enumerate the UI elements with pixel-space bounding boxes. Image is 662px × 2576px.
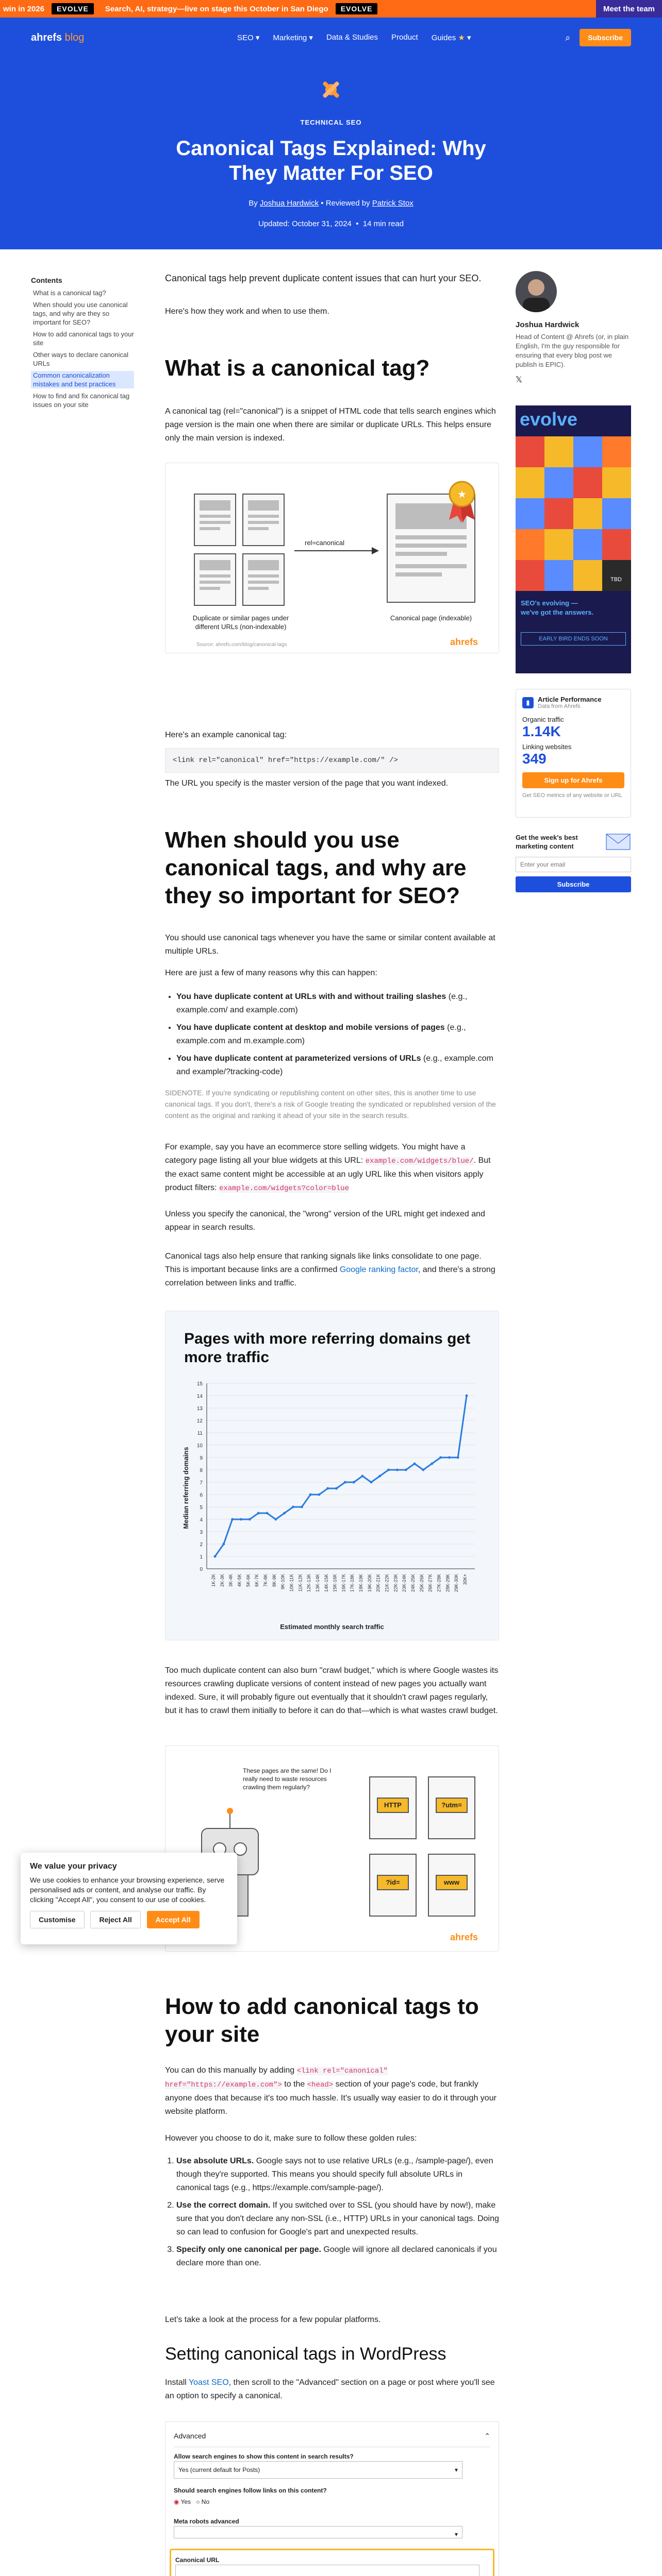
data-point bbox=[283, 1512, 286, 1515]
yoast-canonical-label: Canonical URL bbox=[175, 2556, 220, 2564]
perf-header bbox=[522, 696, 624, 709]
envelope-icon bbox=[605, 829, 631, 852]
nav-link-seo[interactable]: SEO ▾ bbox=[237, 33, 260, 42]
fig1-rel-label: rel=canonical bbox=[305, 539, 344, 547]
traffic-label: Organic traffic bbox=[522, 716, 564, 723]
y-tick-label: 6 bbox=[200, 1493, 203, 1498]
data-point bbox=[344, 1481, 346, 1484]
yoast-header-label: Advanced bbox=[174, 2432, 206, 2440]
series-line bbox=[215, 1396, 467, 1556]
radio-no-label: No bbox=[201, 2498, 210, 2505]
how-text-a: You can do this manually by adding bbox=[165, 2066, 297, 2075]
promo-banner[interactable] bbox=[0, 0, 662, 18]
nav-link-guides[interactable]: Guides ★ ▾ bbox=[431, 33, 471, 42]
right-sidebar bbox=[516, 271, 631, 892]
cookie-accept-button[interactable]: Accept All bbox=[147, 1911, 200, 1928]
robot-speech-bubble: These pages are the same! Do I really need to waste resources crawling them regularly? bbox=[243, 1767, 332, 1791]
banner-evolve-logo-2: EVOLVE bbox=[336, 3, 378, 14]
x-tick-label: 23K-24K bbox=[402, 1574, 407, 1592]
list-item bbox=[176, 1021, 499, 1048]
inline-code: example.com/widgets/blue/ bbox=[365, 1157, 474, 1165]
data-point bbox=[266, 1512, 268, 1515]
ad-badge: TBD bbox=[610, 577, 622, 583]
links-label: Linking websites bbox=[522, 743, 572, 751]
x-tick-label: 1K-2K bbox=[211, 1574, 216, 1587]
perf-sub: Data from Ahrefs bbox=[538, 703, 581, 709]
data-point bbox=[387, 1469, 390, 1471]
y-tick-label: 12 bbox=[196, 1418, 203, 1424]
rule-rest: Google will ignore all declared canonicals if you declare more than one. bbox=[176, 2245, 497, 2267]
nav-links bbox=[237, 33, 471, 42]
cookie-reject-button[interactable]: Reject All bbox=[90, 1911, 140, 1928]
yoast-q2: Should search engines follow links on this content? bbox=[174, 2487, 327, 2494]
data-point bbox=[361, 1475, 364, 1478]
wp-text-b: , then scroll to the "Advanced" section on a page or post where you'll see an option to specify a canonical. bbox=[165, 2378, 495, 2400]
signals-text-b: , and there's a strong correlation between links and traffic. bbox=[165, 1265, 495, 1287]
radio-no[interactable]: ○ bbox=[196, 2498, 200, 2505]
figure-traffic-chart bbox=[165, 1311, 499, 1640]
data-point bbox=[439, 1456, 442, 1459]
when-paragraph-2: Here are just a few of many reasons why this can happen: bbox=[165, 969, 377, 977]
list-item bbox=[176, 990, 499, 1017]
data-point bbox=[222, 1543, 225, 1546]
arrow-head bbox=[372, 547, 379, 554]
x-tick-label: 6K-7K bbox=[254, 1574, 260, 1587]
data-point bbox=[431, 1463, 433, 1465]
data-point bbox=[249, 1518, 251, 1521]
hero bbox=[0, 18, 662, 249]
inline-code: <head> bbox=[307, 2081, 334, 2089]
y-tick-label: 1 bbox=[200, 1554, 203, 1560]
x-tick-label: 3K-4K bbox=[228, 1574, 234, 1587]
y-tick-label: 0 bbox=[200, 1567, 203, 1572]
author-name[interactable]: Joshua Hardwick bbox=[516, 320, 580, 329]
toc-item[interactable]: What is a canonical tag? bbox=[33, 289, 106, 297]
top-nav bbox=[31, 32, 631, 44]
rule-bold: Use absolute URLs. bbox=[176, 2157, 254, 2165]
chevron-down-icon: ▾ bbox=[454, 2466, 458, 2473]
chart-xlabel: Estimated monthly search traffic bbox=[280, 1623, 384, 1631]
toc-item[interactable]: Other ways to declare canonical URLs bbox=[33, 351, 128, 367]
x-tick-label: 19K-20K bbox=[367, 1574, 372, 1592]
wp-paragraph bbox=[165, 2376, 499, 2403]
signup-button[interactable]: Sign up for Ahrefs bbox=[522, 772, 624, 788]
heading-what-is: What is a canonical tag? bbox=[165, 355, 430, 381]
y-tick-label: 4 bbox=[200, 1517, 203, 1523]
chevron-down-icon: ▾ bbox=[454, 2531, 458, 2538]
x-tick-label: 21K-22K bbox=[384, 1574, 390, 1592]
x-tick-label: 9K-10K bbox=[280, 1574, 286, 1590]
data-point bbox=[370, 1481, 372, 1484]
y-tick-label: 10 bbox=[196, 1443, 203, 1449]
x-tick-label: 25K-26K bbox=[419, 1574, 424, 1592]
ad-cta[interactable]: EARLY BIRD ENDS SOON bbox=[521, 632, 626, 646]
x-tick-label: 8K-9K bbox=[271, 1574, 277, 1587]
list-item bbox=[176, 1052, 499, 1079]
nav-link-label: Guides bbox=[431, 33, 456, 42]
list-item bbox=[176, 2199, 499, 2239]
nav-link-product[interactable]: Product bbox=[391, 33, 418, 42]
x-tick-label: 28K-29K bbox=[445, 1574, 451, 1592]
x-tick-label: 13K-14K bbox=[315, 1574, 320, 1592]
evolve-ad[interactable] bbox=[516, 405, 631, 673]
banner-evolve-logo: EVOLVE bbox=[52, 3, 94, 14]
rules-list bbox=[176, 2155, 499, 2274]
perf-title: Article Performance bbox=[538, 696, 602, 703]
updated-date: Updated: October 31, 2024 • 14 min read bbox=[258, 219, 404, 228]
yoast-meta-select[interactable] bbox=[174, 2526, 462, 2538]
newsletter-card bbox=[516, 833, 631, 892]
yoast-q2-options bbox=[174, 2495, 209, 2509]
fig3-brand: ahrefs bbox=[450, 1932, 478, 1942]
how-text-c: section of your page's code, but frankly anyone does that because it's too much hassle. It's usually way easier to do it through your website platform. bbox=[165, 2080, 496, 2116]
chevron-up-icon[interactable]: ⌃ bbox=[484, 2432, 490, 2440]
cookie-title: We value your privacy bbox=[30, 1862, 117, 1871]
nav-link-label: SEO bbox=[237, 33, 254, 42]
data-point bbox=[292, 1506, 294, 1509]
url-tag: ?utm= bbox=[436, 1798, 468, 1813]
x-tick-label: 11K-12K bbox=[297, 1574, 303, 1592]
author-link[interactable]: Joshua Hardwick bbox=[259, 199, 319, 208]
master-paragraph: The URL you specify is the master version of the page that you want indexed. bbox=[165, 779, 449, 788]
rule-bold: Specify only one canonical per page. bbox=[176, 2245, 321, 2254]
data-point bbox=[422, 1469, 424, 1471]
y-tick-label: 9 bbox=[200, 1455, 203, 1461]
yoast-header bbox=[174, 2429, 490, 2447]
look-paragraph: Let's take a look at the process for a few popular platforms. bbox=[165, 2315, 381, 2324]
url-tag: HTTP bbox=[377, 1798, 409, 1813]
banner-left-text: win in 2026 bbox=[3, 4, 45, 13]
heading-when: When should you use canonical tags, and why are they so important for SEO? bbox=[165, 827, 467, 908]
line-chart bbox=[166, 1311, 499, 1641]
inline-code: <link rel="canonical" href="https://example.com"> bbox=[165, 2067, 388, 2089]
yoast-q1-select[interactable] bbox=[174, 2461, 462, 2479]
table-of-contents bbox=[31, 276, 134, 412]
data-point bbox=[309, 1494, 312, 1496]
subscribe-button[interactable]: Subscribe bbox=[580, 29, 631, 46]
fig1-source: Source: ahrefs.com/blog/canonical-tags bbox=[196, 642, 287, 648]
cookie-customise-button[interactable]: Customise bbox=[30, 1911, 85, 1928]
nav-right bbox=[565, 29, 631, 46]
chart-layer bbox=[197, 1381, 475, 1592]
newsletter-title: Get the week's best marketing content bbox=[516, 834, 578, 850]
inline-code: example.com/widgets?color=blue bbox=[219, 1184, 349, 1193]
radio-yes[interactable]: ◉ bbox=[174, 2498, 179, 2505]
toc-item-active[interactable]: Common canonicalization mistakes and best practices bbox=[31, 371, 134, 388]
example-label: Here's an example canonical tag: bbox=[165, 731, 287, 739]
x-tick-label: 26K-27K bbox=[427, 1574, 433, 1592]
sidenote: SIDENOTE. If you're syndicating or republishing content on other sites, this is another time to use canonical tags. If you don't, there's a risk of Google treating the syndicated or republished version of the content as the original and ranking it ahead of your site in the search results. bbox=[165, 1089, 496, 1120]
wp-text-a: Install bbox=[165, 2378, 189, 2387]
banner-text: Search, AI, strategy—live on stage this October in San Diego bbox=[105, 4, 328, 13]
list-item bbox=[176, 2243, 499, 2270]
search-icon[interactable]: ⌕ bbox=[565, 32, 571, 43]
x-tick-label: 24K-25K bbox=[410, 1574, 416, 1592]
chart-title: Pages with more referring domains get more traffic bbox=[184, 1330, 471, 1366]
data-point bbox=[231, 1518, 234, 1521]
data-point bbox=[353, 1481, 355, 1484]
how-text-b: to the bbox=[282, 2080, 307, 2089]
fig1-brand: ahrefs bbox=[450, 637, 478, 647]
updated-text: Updated: October 31, 2024 bbox=[258, 219, 352, 228]
award-ribbon-icon bbox=[449, 482, 475, 523]
x-tick-label: 29K-30K bbox=[454, 1574, 459, 1592]
x-tick-label: 16K-17K bbox=[341, 1574, 346, 1592]
heading-wordpress: Setting canonical tags in WordPress bbox=[165, 2344, 446, 2364]
data-point bbox=[301, 1506, 303, 1509]
rules-intro: However you choose to do it, make sure to follow these golden rules: bbox=[165, 2134, 417, 2143]
person-icon bbox=[516, 271, 557, 312]
data-point bbox=[274, 1518, 277, 1521]
reviewer-link[interactable]: Patrick Stox bbox=[372, 199, 413, 208]
toc-title: Contents bbox=[31, 276, 62, 284]
cookie-text: We use cookies to enhance your browsing experience, serve personalised ads or content, and analyse our traffic. By clicking "Accept All", you consent to our use of cookies. bbox=[30, 1876, 225, 1904]
intro-paragraph: Canonical tags help prevent duplicate content issues that can hurt your SEO. bbox=[165, 273, 482, 283]
data-point bbox=[257, 1512, 260, 1515]
example-code: <link rel="canonical" href="https://example.com/" /> bbox=[165, 748, 499, 773]
yoast-meta-label: Meta robots advanced bbox=[174, 2518, 239, 2525]
canonical-highlight bbox=[170, 2549, 494, 2576]
wrench-gear-icon bbox=[317, 75, 345, 104]
reason-bold: You have duplicate content at parameterized versions of URLs bbox=[176, 1054, 421, 1063]
y-tick-label: 8 bbox=[200, 1468, 203, 1473]
chart-ylabel: Median referring domains bbox=[182, 1447, 190, 1529]
canonical-url-input[interactable] bbox=[175, 2565, 479, 2576]
duplicate-pages-icon bbox=[194, 494, 284, 605]
links-value: 349 bbox=[522, 751, 547, 767]
ad-line-1: SEO's evolving — bbox=[521, 599, 578, 607]
byline-by: By bbox=[249, 199, 258, 208]
data-point bbox=[378, 1475, 381, 1478]
widget-paragraph bbox=[165, 1141, 499, 1195]
yoast-screenshot bbox=[165, 2421, 499, 2576]
data-point bbox=[214, 1555, 217, 1558]
chart-icon: ▮ bbox=[522, 697, 534, 708]
category-kicker[interactable]: TECHNICAL SEO bbox=[300, 118, 362, 126]
intro-paragraph-2: Here's how they work and when to use them. bbox=[165, 307, 329, 316]
yoast-q1: Allow search engines to show this content in search results? bbox=[174, 2453, 354, 2460]
cookie-consent bbox=[21, 1853, 237, 1944]
toc-item[interactable]: How to add canonical tags to your site bbox=[33, 330, 134, 347]
y-tick-label: 11 bbox=[197, 1431, 203, 1436]
how-paragraph bbox=[165, 2064, 499, 2119]
data-point bbox=[466, 1395, 468, 1397]
unless-paragraph: Unless you specify the canonical, the "wrong" version of the URL might get indexed and appear in search results. bbox=[165, 1210, 485, 1232]
signals-paragraph bbox=[165, 1250, 499, 1290]
toc-item[interactable]: When should you use canonical tags, and why are they so important for SEO? bbox=[33, 301, 128, 326]
rule-bold: Use the correct domain. bbox=[176, 2201, 271, 2210]
article-performance-card bbox=[516, 689, 631, 818]
brand-name: ahrefs bbox=[31, 32, 62, 43]
data-point bbox=[335, 1487, 338, 1490]
widget-text-a: For example, say you have an ecommerce store selling widgets. You might have a category page listing all your blue widgets at this URL: bbox=[165, 1143, 466, 1165]
x-tick-label: 7K-8K bbox=[262, 1574, 268, 1587]
byline: By Joshua Hardwick • Reviewed by Patrick Stox bbox=[249, 199, 413, 208]
speaker-grid bbox=[516, 436, 631, 591]
author-avatar[interactable] bbox=[516, 271, 557, 312]
newsletter-email-input[interactable] bbox=[516, 857, 631, 872]
fig1-left-caption: Duplicate or similar pages under different URLs (non-indexable) bbox=[192, 614, 289, 631]
banner-cta[interactable] bbox=[596, 0, 662, 18]
byline-reviewed: Reviewed by bbox=[325, 199, 370, 208]
what-paragraph: A canonical tag (rel="canonical") is a snippet of HTML code that tells search engines which page version is the main one when there are similar or duplicate URLs. This helps ensure only the main version is indexed. bbox=[165, 407, 496, 443]
x-tick-label: 27K-28K bbox=[436, 1574, 442, 1592]
url-tag: www bbox=[436, 1875, 468, 1890]
x-tick-label: 22K-23K bbox=[393, 1574, 399, 1592]
signals-text-a: Canonical tags also help ensure that ranking signals like links consolidate to one page. This is important because links are a confirmed bbox=[165, 1252, 482, 1274]
author-bio: Head of Content @ Ahrefs (or, in plain English, I'm the guy responsible for ensuring that every blog post we publish is EPIC). bbox=[516, 333, 629, 368]
x-tick-label: 2K-3K bbox=[219, 1574, 225, 1587]
url-tag: ?id= bbox=[377, 1875, 409, 1890]
y-tick-label: 2 bbox=[200, 1542, 203, 1548]
banner-cta-label: Meet the team bbox=[603, 4, 655, 13]
reason-bold: You have duplicate content at URLs with and without trailing slashes bbox=[176, 992, 446, 1001]
x-tick-label: 10K-11K bbox=[289, 1574, 294, 1592]
toc-item[interactable]: How to find and fix canonical tag issues on your site bbox=[33, 392, 130, 409]
x-tick-label: 18K-19K bbox=[358, 1574, 364, 1592]
perf-note: Get SEO metrics of any website or URL bbox=[522, 792, 622, 799]
ad-line-2: we've got the answers. bbox=[521, 608, 594, 616]
x-tick-label: 14K-15K bbox=[323, 1574, 329, 1592]
rule-rest: If you switched over to SSL (you should have by now!), make sure that you don't declare any non-SSL (i.e., HTTP) URLs in your canonical tags. Doing so can lead to confusion for Google's part and unexpected results. bbox=[176, 2201, 499, 2236]
x-social-icon[interactable]: 𝕏 bbox=[516, 376, 522, 384]
data-point bbox=[448, 1456, 451, 1459]
data-point bbox=[413, 1463, 416, 1465]
data-point bbox=[326, 1487, 329, 1490]
x-tick-label: 5K-6K bbox=[245, 1574, 251, 1587]
x-tick-label: 20K-21K bbox=[375, 1574, 381, 1592]
y-tick-label: 3 bbox=[200, 1530, 203, 1535]
heading-how-to-add: How to add canonical tags to your site bbox=[165, 1994, 479, 2047]
nav-link-data[interactable]: Data & Studies bbox=[326, 33, 378, 42]
reason-rest: (e.g., example.com and example/?tracking-code) bbox=[176, 1054, 493, 1076]
data-point bbox=[405, 1469, 407, 1471]
x-tick-label: 12K-13K bbox=[306, 1574, 312, 1592]
y-tick-label: 7 bbox=[200, 1480, 203, 1486]
radio-yes-label: Yes bbox=[180, 2498, 191, 2505]
reason-bold: You have duplicate content at desktop and mobile versions of pages bbox=[176, 1023, 445, 1032]
rule-rest: Google says not to use relative URLs (e.g., /sample-page/), even though they're supported. This means you should specify full absolute URLs in canonical tags (e.g., https://example.com/sample-page/). bbox=[176, 2157, 493, 2192]
data-point bbox=[396, 1469, 399, 1471]
reason-rest: (e.g., example.com/ and example.com) bbox=[176, 992, 468, 1014]
data-point bbox=[240, 1518, 242, 1521]
data-point bbox=[318, 1494, 320, 1496]
widget-text-b: . But the exact same content might be accessible at an ugly URL like this when visitors apply product filters: bbox=[165, 1156, 491, 1192]
x-tick-label: 4K-5K bbox=[237, 1574, 242, 1587]
newsletter-subscribe-button[interactable]: Subscribe bbox=[516, 876, 631, 892]
traffic-value: 1.14K bbox=[522, 723, 561, 739]
fig1-right-caption: Canonical page (indexable) bbox=[390, 614, 472, 622]
brand-logo[interactable] bbox=[31, 32, 84, 44]
ranking-factor-link[interactable]: Google ranking factor bbox=[339, 1265, 418, 1274]
when-paragraph-1: You should use canonical tags whenever you have the same or similar content available at multiple URLs. bbox=[165, 934, 495, 956]
svg-text:★: ★ bbox=[457, 488, 467, 500]
yoast-link[interactable]: Yoast SEO bbox=[188, 2378, 229, 2387]
y-tick-label: 14 bbox=[196, 1394, 203, 1399]
y-tick-label: 5 bbox=[200, 1505, 203, 1511]
x-tick-label: 30K+ bbox=[462, 1574, 468, 1585]
nav-link-label: Marketing bbox=[273, 33, 307, 42]
page-title: Canonical Tags Explained: Why They Matter For SEO bbox=[176, 137, 486, 184]
ad-logo: evolve bbox=[520, 409, 578, 430]
yoast-q1-value: Yes (current default for Posts) bbox=[178, 2466, 260, 2473]
y-tick-label: 15 bbox=[196, 1381, 203, 1387]
reason-rest: (e.g., example.com and m.example.com) bbox=[176, 1023, 466, 1045]
x-tick-label: 17K-18K bbox=[350, 1574, 355, 1592]
read-time: 14 min read bbox=[362, 219, 404, 228]
brand-suffix: blog bbox=[64, 32, 85, 43]
x-tick-label: 15K-16K bbox=[332, 1574, 338, 1592]
nav-link-marketing[interactable]: Marketing ▾ bbox=[273, 33, 313, 42]
list-item bbox=[176, 2155, 499, 2195]
y-tick-label: 13 bbox=[196, 1406, 203, 1412]
star-icon: ★ bbox=[458, 33, 465, 42]
reasons-list bbox=[176, 990, 499, 1083]
figure-canonical-diagram bbox=[165, 463, 499, 653]
crawl-paragraph: Too much duplicate content can also burn "crawl budget," which is where Google wastes its resources crawling duplicate versions of content instead of new pages you actually want indexed. Sure, it will probably figure out eventually that it shouldn't crawl pages regularly, but it has to crawl them initially to before it can do that—which is what wastes crawl budget. bbox=[165, 1666, 499, 1715]
data-point bbox=[457, 1456, 459, 1459]
